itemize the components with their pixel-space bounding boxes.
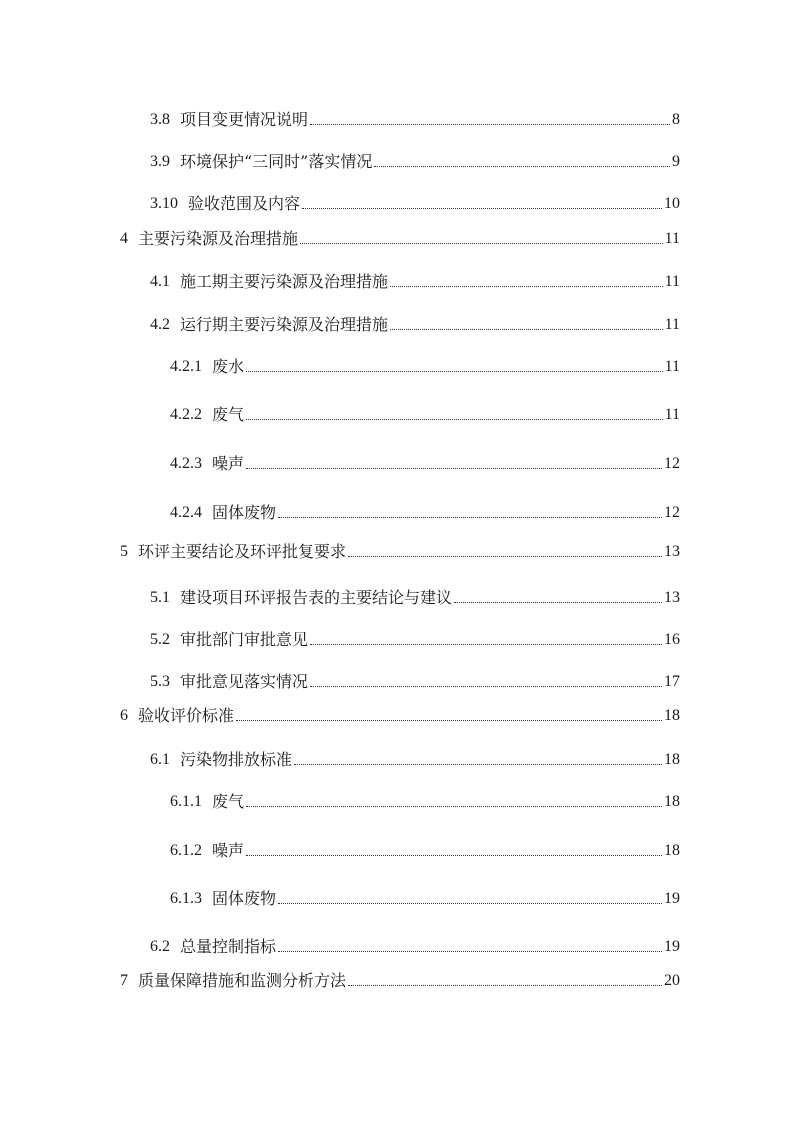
toc-entry-4-2[interactable] xyxy=(150,311,680,335)
dot-leader xyxy=(390,329,663,330)
toc-number: 5.3 xyxy=(150,673,170,690)
toc-number: 7 xyxy=(120,972,128,989)
toc-title: 验收范围及内容 xyxy=(188,194,301,213)
toc-entry-5[interactable] xyxy=(120,538,680,562)
toc-title: 主要污染源及治理措施 xyxy=(138,229,299,248)
dot-leader xyxy=(278,951,662,952)
toc-entry-6-1[interactable] xyxy=(150,746,680,770)
toc-title: 审批意见落实情况 xyxy=(180,672,309,691)
dot-leader xyxy=(302,208,662,209)
toc-page-number: 18 xyxy=(664,751,680,768)
toc-title: 固体废物 xyxy=(212,503,277,522)
dot-leader xyxy=(278,517,662,518)
dot-leader xyxy=(236,720,662,721)
dot-leader xyxy=(390,286,663,287)
toc-entry-6-1-3[interactable] xyxy=(170,885,680,909)
toc-number: 5 xyxy=(120,543,128,560)
toc-page-number: 18 xyxy=(664,707,680,724)
dot-leader xyxy=(310,686,662,687)
dot-leader xyxy=(348,985,662,986)
toc-number: 3.10 xyxy=(150,195,178,212)
toc-page-number: 11 xyxy=(664,406,680,423)
toc-entry-3-8[interactable] xyxy=(150,106,680,130)
toc-entry-6[interactable] xyxy=(120,702,680,726)
dot-leader xyxy=(246,806,662,807)
toc-entry-4-2-2[interactable] xyxy=(170,401,680,425)
toc-title: 总量控制指标 xyxy=(180,937,277,956)
toc-number: 4.2.1 xyxy=(170,358,202,375)
dot-leader xyxy=(310,644,662,645)
toc-title: 废气 xyxy=(212,792,245,811)
toc-title: 污染物排放标准 xyxy=(180,750,293,769)
toc-entry-5-1[interactable] xyxy=(150,584,680,608)
toc-title: 环评主要结论及环评批复要求 xyxy=(138,542,347,561)
toc-title: 建设项目环评报告表的主要结论与建议 xyxy=(180,588,453,607)
toc-page-number: 17 xyxy=(664,673,680,690)
toc-title: 项目变更情况说明 xyxy=(180,110,309,129)
toc-number: 6.1.2 xyxy=(170,842,202,859)
dot-leader xyxy=(278,903,662,904)
toc-page-number: 11 xyxy=(664,316,680,333)
toc-page-number: 18 xyxy=(664,793,680,810)
toc-number: 5.1 xyxy=(150,589,170,606)
toc-title: 噪声 xyxy=(212,454,245,473)
toc-number: 3.8 xyxy=(150,111,170,128)
dot-leader xyxy=(348,556,662,557)
toc-entry-7[interactable] xyxy=(120,967,680,991)
toc-entry-3-10[interactable] xyxy=(150,190,680,214)
toc-number: 6.1.1 xyxy=(170,793,202,810)
toc-page-number: 8 xyxy=(672,111,680,128)
toc-entry-6-1-1[interactable] xyxy=(170,788,680,812)
dot-leader xyxy=(374,166,670,167)
toc-page-number: 19 xyxy=(664,890,680,907)
toc-number: 6.2 xyxy=(150,938,170,955)
dot-leader xyxy=(454,602,662,603)
toc-page-number: 12 xyxy=(664,455,680,472)
toc-entry-6-1-2[interactable] xyxy=(170,837,680,861)
toc-page-number: 11 xyxy=(664,273,680,290)
toc-title: 质量保障措施和监测分析方法 xyxy=(138,971,347,990)
toc-number: 4.2.4 xyxy=(170,504,202,521)
dot-leader xyxy=(246,419,663,420)
toc-title: 审批部门审批意见 xyxy=(180,630,309,649)
toc-number: 4.1 xyxy=(150,273,170,290)
toc-page-number: 16 xyxy=(664,631,680,648)
toc-entry-4-2-1[interactable] xyxy=(170,353,680,377)
toc-number: 4.2.3 xyxy=(170,455,202,472)
toc-page-number: 11 xyxy=(664,230,680,247)
dot-leader xyxy=(246,371,663,372)
toc-entry-5-2[interactable] xyxy=(150,626,680,650)
toc-number: 4.2.2 xyxy=(170,406,202,423)
toc-page-number: 11 xyxy=(664,358,680,375)
toc-number: 6.1 xyxy=(150,751,170,768)
toc-title: 噪声 xyxy=(212,841,245,860)
toc-page-number: 19 xyxy=(664,938,680,955)
toc-page-number: 9 xyxy=(672,153,680,170)
toc-number: 6 xyxy=(120,707,128,724)
toc-number: 3.9 xyxy=(150,153,170,170)
toc-entry-4-2-3[interactable] xyxy=(170,450,680,474)
dot-leader xyxy=(246,468,662,469)
toc-number: 5.2 xyxy=(150,631,170,648)
toc-page-number: 13 xyxy=(664,543,680,560)
toc-page-number: 12 xyxy=(664,504,680,521)
toc-number: 6.1.3 xyxy=(170,890,202,907)
toc-title: 固体废物 xyxy=(212,889,277,908)
toc-title: 环境保护“三同时”落实情况 xyxy=(180,152,373,171)
toc-title: 废气 xyxy=(212,405,245,424)
dot-leader xyxy=(310,124,670,125)
toc-entry-3-9[interactable] xyxy=(150,148,680,172)
dot-leader xyxy=(294,764,662,765)
toc-page-number: 20 xyxy=(664,972,680,989)
toc-title: 运行期主要污染源及治理措施 xyxy=(180,315,389,334)
toc-entry-6-2[interactable] xyxy=(150,933,680,957)
toc-entry-4-2-4[interactable] xyxy=(170,499,680,523)
toc-entry-4[interactable] xyxy=(120,225,680,249)
toc-page-number: 18 xyxy=(664,842,680,859)
toc-entry-4-1[interactable] xyxy=(150,268,680,292)
toc-title: 施工期主要污染源及治理措施 xyxy=(180,272,389,291)
toc-number: 4 xyxy=(120,230,128,247)
toc-title: 废水 xyxy=(212,357,245,376)
dot-leader xyxy=(246,855,662,856)
toc-entry-5-3[interactable] xyxy=(150,668,680,692)
toc-title: 验收评价标准 xyxy=(138,706,235,725)
dot-leader xyxy=(300,243,663,244)
toc-number: 4.2 xyxy=(150,316,170,333)
toc-page-number: 10 xyxy=(664,195,680,212)
toc-page-number: 13 xyxy=(664,589,680,606)
